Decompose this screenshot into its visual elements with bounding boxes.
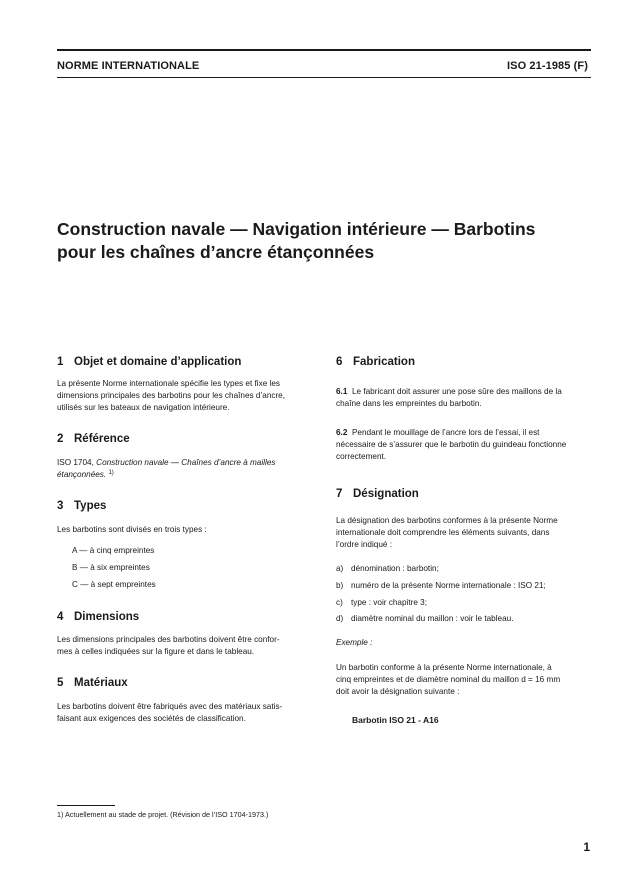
clause-6-2: 6.2 Pendant le mouillage de l’ancre lors de l’essai, il est nécessaire de s’assurer que le barbotin du guindeau fonctionne correctement. bbox=[336, 428, 567, 461]
section-4-body: Les dimensions principales des barbotins doivent être confor- mes à celles indiquées sur la figure et dans le tableau. bbox=[57, 635, 280, 656]
section-6-heading: 6 Fabrication bbox=[336, 356, 415, 368]
type-a: A — à cinq empreintes bbox=[72, 546, 155, 555]
type-c: C — à sept empreintes bbox=[72, 580, 156, 589]
clause-6-1: 6.1 Le fabricant doit assurer une pose sûre des maillons de la chaîne dans les empreintes du barbotin. bbox=[336, 387, 562, 408]
title-line-1: Construction navale — Navigation intérieure — Barbotins bbox=[57, 219, 536, 239]
footnote-rule bbox=[57, 805, 115, 806]
designation-item-a: a) dénomination : barbotin; bbox=[336, 564, 439, 573]
document-type: NORME INTERNATIONALE bbox=[57, 60, 200, 72]
example-label: Exemple : bbox=[336, 638, 373, 647]
section-3-heading: 3 Types bbox=[57, 500, 107, 512]
title-line-2: pour les chaînes d’ancre étançonnées bbox=[57, 242, 375, 262]
section-1-heading: 1 Objet et domaine d’application bbox=[57, 356, 242, 368]
section-2-heading: 2 Référence bbox=[57, 433, 130, 445]
page-title bbox=[57, 218, 597, 264]
section-5-body: Les barbotins doivent être fabriqués avec des matériaux satis- faisant aux exigences des sociétés de classification. bbox=[57, 702, 283, 723]
example-designation: Barbotin ISO 21 - A16 bbox=[352, 715, 439, 725]
section-5-heading: 5 Matériaux bbox=[57, 677, 128, 689]
footnote-ref: 1) bbox=[108, 470, 114, 476]
page-number: 1 bbox=[583, 840, 590, 854]
footnote: 1) Actuellement au stade de projet. (Révision de l’ISO 1704-1973.) bbox=[57, 810, 269, 819]
designation-item-b: b) numéro de la présente Norme internationale : ISO 21; bbox=[336, 581, 546, 590]
section-7-heading: 7 Désignation bbox=[336, 488, 419, 500]
section-1-body: La présente Norme internationale spécifie les types et fixe les dimensions principales des barbotins pour les chaînes d’ancre, utilisés sur les bateaux de navigation intérieure. bbox=[57, 379, 286, 412]
section-7-intro: La désignation des barbotins conformes à la présente Norme internationale doit comprendre les éléments suivants, dans l’ordre indiqué : bbox=[336, 516, 558, 549]
header-rule bbox=[57, 77, 591, 78]
type-b: B — à six empreintes bbox=[72, 563, 150, 572]
standard-number: ISO 21-1985 (F) bbox=[507, 60, 588, 72]
section-2-body: ISO 1704, Construction navale — Chaînes d’ancre à mailles étançonnées. $^{1)}$ bbox=[57, 458, 276, 479]
designation-item-c: c) type : voir chapitre 3; bbox=[336, 598, 427, 607]
section-4-heading: 4 Dimensions bbox=[57, 611, 140, 623]
section-3-intro: Les barbotins sont divisés en trois types : bbox=[57, 525, 207, 534]
top-rule bbox=[57, 49, 591, 51]
example-body: Un barbotin conforme à la présente Norme internationale, à cinq empreintes et de diamètre nominal du maillon d = 16 mm doit avoir la désignation suivante : bbox=[336, 663, 561, 696]
designation-item-d: d) diamètre nominal du maillon : voir le tableau. bbox=[336, 614, 514, 623]
